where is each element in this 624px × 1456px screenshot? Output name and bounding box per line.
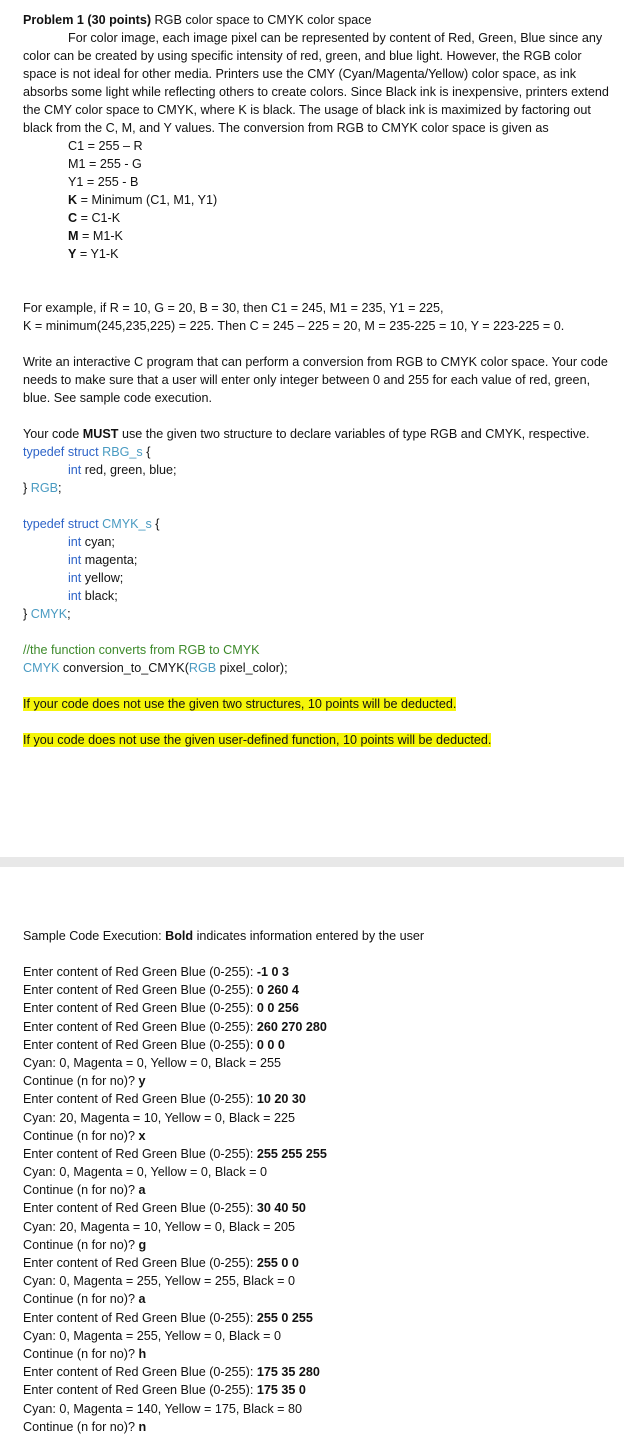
sample-line: Enter content of Red Green Blue (0-255): 10 20 30 (23, 1092, 306, 1107)
example-line-1: For example, if R = 10, G = 20, B = 30, then C1 = 245, M1 = 235, Y1 = 225, (23, 301, 444, 315)
sample-line: Cyan: 0, Magenta = 255, Yellow = 0, Black = 0 (23, 1328, 281, 1343)
formula-c1: C1 = 255 – R (68, 139, 143, 153)
problem-intro (23, 29, 613, 137)
cmyk-struct-code: typedef struct CMYK_s { int cyan; int magenta; int yellow; int black; } CMYK; (23, 517, 160, 621)
sample-line: Enter content of Red Green Blue (0-255): 255 255 255 (23, 1146, 327, 1161)
formula-m1: M1 = 255 - G (68, 157, 142, 171)
formula-c: C = C1-K (68, 211, 121, 225)
sample-line: Cyan: 0, Magenta = 255, Yellow = 255, Black = 0 (23, 1274, 296, 1289)
formula-m: M = M1-K (68, 229, 123, 243)
sample-line: Enter content of Red Green Blue (0-255): 255 0 255 (23, 1310, 313, 1325)
problem-heading (23, 11, 613, 29)
intro-rest: since any color can be created by using specific intensity of red, green, and blue light. However, the RGB color space is not ideal for other media. Printers use the CMY (Cyan/Magenta/Yellow) color space, as ink absorbs some light while reflecting others to create colors. Since Black ink is inexpensive, printers extend the CMY color space to CMYK, where K is black. The usage of black ink is maximized by factoring out black from the C, M, and Y values. The conversion from RGB to CMYK color space is given as (23, 31, 609, 135)
warning-structures: If your code does not use the given two structures, 10 points will be deducted. (23, 697, 457, 711)
sample-line: Continue (n for no)? y (23, 1074, 146, 1089)
rgb-struct-code: typedef struct RBG_s { int red, green, blue; } RGB; (23, 445, 177, 495)
sample-line: Enter content of Red Green Blue (0-255): -1 0 3 (23, 965, 290, 979)
conversion-formulas (23, 137, 613, 263)
must-statement: Your code MUST use the given two structure to declare variables of type RGB and CMYK, respective. (23, 427, 590, 441)
sample-output (23, 963, 613, 1436)
sample-line: Enter content of Red Green Blue (0-255): 260 270 280 (23, 1019, 327, 1034)
task-description: Write an interactive C program that can perform a conversion from RGB to CMYK color space. Your code needs to make sure that a user will enter only integer between 0 and 255 for each value of red, green, blue. See sample code execution. (23, 355, 608, 405)
sample-line: Enter content of Red Green Blue (0-255): 30 40 50 (23, 1201, 306, 1216)
page-divider (0, 857, 624, 867)
problem-title-rest: RGB color space to CMYK color space (151, 13, 372, 27)
sample-line: Enter content of Red Green Blue (0-255): 175 35 0 (23, 1383, 306, 1398)
sample-line: Enter content of Red Green Blue (0-255): 0 0 0 (23, 1037, 285, 1052)
sample-header: Sample Code Execution: Bold indicates information entered by the user (23, 929, 425, 943)
sample-line: Cyan: 0, Magenta = 0, Yellow = 0, Black = 255 (23, 1055, 281, 1070)
sample-line: Cyan: 20, Magenta = 10, Yellow = 0, Black = 225 (23, 1110, 296, 1125)
code-comment: //the function converts from RGB to CMYK (23, 643, 260, 657)
problem-title: Problem 1 (30 points) (23, 13, 152, 27)
formula-y1: Y1 = 255 - B (68, 175, 139, 189)
sample-line: Continue (n for no)? n (23, 1419, 147, 1434)
problem-section (23, 11, 613, 749)
sample-line: Enter content of Red Green Blue (0-255): 175 35 280 (23, 1365, 320, 1380)
sample-line: Continue (n for no)? a (23, 1183, 146, 1198)
sample-line: Cyan: 20, Magenta = 10, Yellow = 0, Black = 205 (23, 1219, 296, 1234)
function-prototype: //the function converts from RGB to CMYK CMYK conversion_to_CMYK(RGB pixel_color); (23, 641, 613, 677)
sample-line: Enter content of Red Green Blue (0-255): 255 0 0 (23, 1256, 299, 1270)
intro-first-line: For color image, each image pixel can be represented by content of Red, Green, Blue (68, 31, 546, 45)
formula-k: K = Minimum (C1, M1, Y1) (68, 193, 218, 207)
sample-line: Enter content of Red Green Blue (0-255): 0 0 256 (23, 1001, 299, 1016)
sample-line: Continue (n for no)? g (23, 1237, 147, 1252)
sample-line: Cyan: 0, Magenta = 0, Yellow = 0, Black = 0 (23, 1165, 267, 1180)
sample-line: Continue (n for no)? a (23, 1292, 146, 1307)
example-line-2: K = minimum(245,235,225) = 225. Then C = 245 – 225 = 20, M = 235-225 = 10, Y = 223-225 = 0. (23, 319, 565, 333)
sample-line: Enter content of Red Green Blue (0-255): 0 260 4 (23, 983, 299, 998)
formula-y: Y = Y1-K (68, 247, 119, 261)
sample-line: Cyan: 0, Magenta = 140, Yellow = 175, Black = 80 (23, 1401, 303, 1416)
sample-line: Continue (n for no)? x (23, 1128, 146, 1143)
sample-execution-section (23, 927, 613, 1436)
sample-line: Continue (n for no)? h (23, 1346, 147, 1361)
warning-function: If you code does not use the given user-defined function, 10 points will be deducted. (23, 733, 492, 747)
